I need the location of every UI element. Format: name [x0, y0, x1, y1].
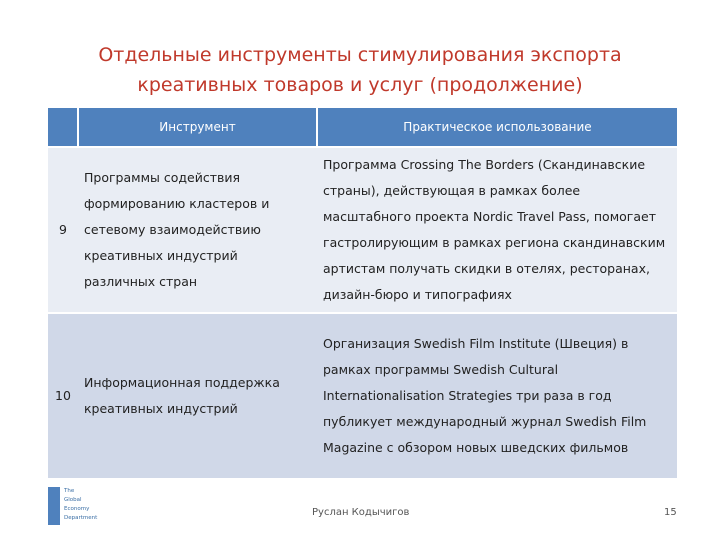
page-number: 15 [664, 507, 677, 518]
instrument-cell: Информационная поддержка креативных индустрий [78, 313, 317, 478]
table-header-row [48, 108, 677, 147]
ged-logo [48, 487, 108, 527]
logo-mark-icon [48, 487, 60, 525]
footer-author: Руслан Кодычигов [312, 507, 410, 518]
usage-cell: Организация Swedish Film Institute (Швеция) в рамках программы Swedish Cultural Internationalisation Strategies три раза в год публикует международный журнал Swedish Film Magazine с обзором новых шведских фильмов [317, 313, 677, 478]
header-usage: Практическое использование [317, 108, 677, 147]
header-instrument: Инструмент [78, 108, 317, 147]
row-number: 9 [48, 147, 78, 313]
slide-title [0, 40, 720, 100]
usage-cell: Программа Crossing The Borders (Скандинавские страны), действующая в рамках более масштабного проекта Nordic Travel Pass, помогает гастролирующим в рамках региона скандинавским артистам получать скидки в отелях, ресторанах, дизайн-бюро и типографиях [317, 147, 677, 313]
row-number: 10 [48, 313, 78, 478]
logo-text: The Global Economy Department [64, 488, 98, 521]
slide-title-line-1: Отдельные инструменты стимулирования экспорта [98, 44, 622, 66]
instruments-table [48, 108, 677, 478]
header-num [48, 108, 78, 147]
instrument-cell: Программы содействия формированию кластеров и сетевому взаимодействию креативных индустрий различных стран [78, 147, 317, 313]
table-row [48, 313, 677, 478]
table-row [48, 147, 677, 313]
slide-title-line-2: креативных товаров и услуг (продолжение) [137, 74, 583, 96]
